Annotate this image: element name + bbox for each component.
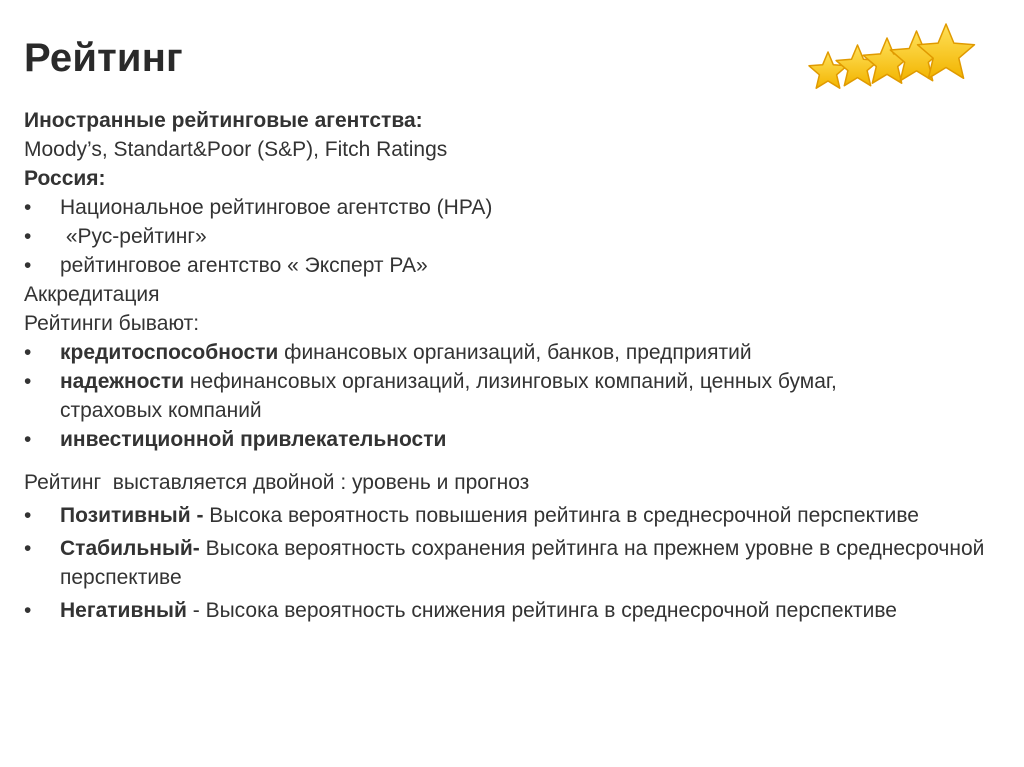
bullet-icon: •	[24, 254, 32, 277]
slide-body	[24, 106, 984, 625]
forecast-desc: Высока вероятность повышения рейтинга в среднесрочной перспективе	[203, 504, 919, 527]
type-term: инвестиционной привлекательности	[60, 428, 447, 451]
forecast-term: Позитивный -	[60, 504, 204, 527]
russia-item: Национальное рейтинговое агентство (НРА)	[60, 196, 493, 219]
foreign-agencies: Moody’s, Standart&Poor (S&P), Fitch Ratings	[24, 138, 448, 161]
types-heading: Рейтинги бывают:	[24, 312, 200, 335]
forecast-desc: - Высока вероятность снижения рейтинга в среднесрочной перспективе	[186, 599, 897, 622]
forecast-heading: Рейтинг выставляется двойной : уровень и прогноз	[24, 471, 530, 494]
list-item	[24, 338, 984, 367]
list-item	[24, 251, 984, 280]
page-title: Рейтинг	[24, 36, 183, 80]
bullet-icon: •	[24, 370, 32, 393]
bullet-icon: •	[24, 537, 32, 560]
bullet-icon: •	[24, 196, 32, 219]
list-item	[24, 501, 960, 530]
bullet-icon: •	[24, 428, 32, 451]
russia-item: рейтинговое агентство « Эксперт РА»	[60, 254, 428, 277]
forecast-term: Негативный	[60, 599, 187, 622]
russia-item: «Рус-рейтинг»	[60, 225, 207, 248]
star-icon	[809, 52, 847, 88]
type-term: кредитоспособности	[60, 341, 279, 364]
list-item	[24, 596, 940, 625]
rating-stars-icon	[806, 12, 978, 98]
forecast-desc: Высока вероятность сохранения рейтинга на прежнем уровне в среднесрочной перспективе	[60, 537, 985, 589]
type-term: надежности	[60, 370, 185, 393]
forecast-term: Стабильный-	[60, 537, 200, 560]
bullet-icon: •	[24, 504, 32, 527]
bullet-icon: •	[24, 341, 32, 364]
list-item	[24, 425, 984, 454]
list-item	[24, 534, 1000, 592]
foreign-heading: Иностранные рейтинговые агентства:	[24, 109, 423, 132]
russia-heading: Россия:	[24, 167, 106, 190]
type-desc: нефинансовых организаций, лизинговых компаний, ценных бумаг, страховых компаний	[60, 370, 837, 422]
type-desc: финансовых организаций, банков, предприятий	[278, 341, 752, 364]
list-item	[24, 367, 940, 425]
bullet-icon: •	[24, 599, 32, 622]
accreditation: Аккредитация	[24, 283, 160, 306]
list-item	[24, 222, 984, 251]
list-item	[24, 193, 984, 222]
bullet-icon: •	[24, 225, 32, 248]
